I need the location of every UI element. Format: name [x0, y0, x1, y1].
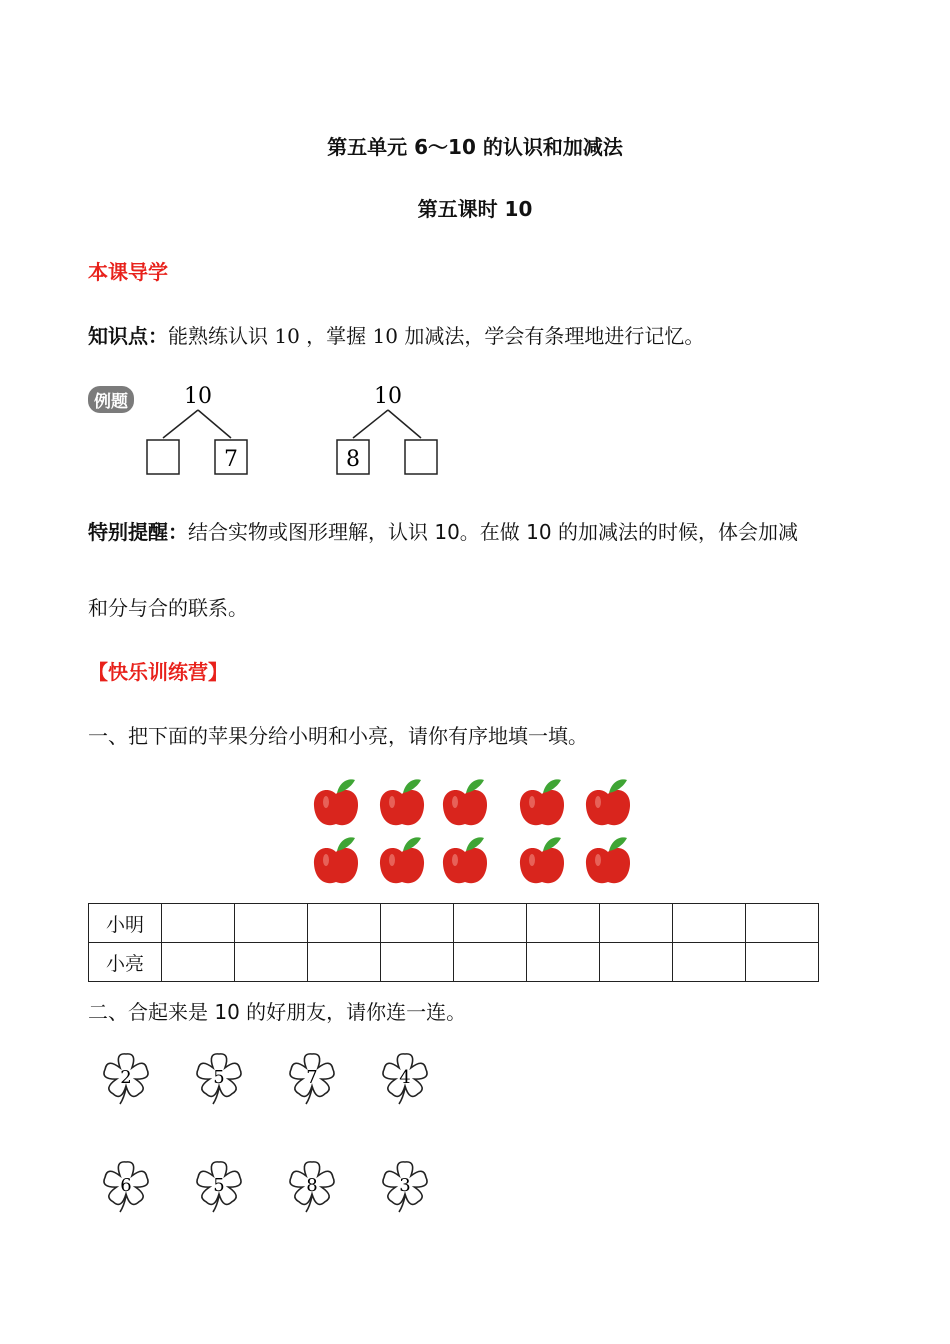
table-row [89, 904, 819, 943]
answer-cell[interactable] [673, 904, 746, 943]
flower-row-1-svg [100, 1048, 440, 1108]
apple-icon [443, 779, 487, 825]
apple-icon [443, 837, 487, 883]
flower-icon[interactable] [197, 1162, 241, 1212]
row-label-xiaoming: 小明 [89, 904, 162, 943]
tree2-top: 10 [374, 384, 402, 409]
apple-icon [586, 779, 630, 825]
table-row [89, 943, 819, 982]
flower-icon[interactable] [290, 1054, 334, 1104]
flower-number: 4 [399, 1067, 411, 1088]
flower-number: 5 [213, 1175, 225, 1196]
apple-icon [314, 837, 358, 883]
tree1-top: 10 [184, 384, 212, 409]
answer-cell[interactable] [673, 943, 746, 982]
knowledge-label: 知识点： [88, 324, 168, 348]
answer-cell[interactable] [454, 943, 527, 982]
answer-cell[interactable] [235, 943, 308, 982]
apple-icon [520, 779, 564, 825]
tree2-right-box [405, 440, 437, 474]
flower-number: 5 [213, 1067, 225, 1088]
answer-cell[interactable] [381, 904, 454, 943]
answer-cell[interactable] [527, 904, 600, 943]
answer-cell[interactable] [454, 904, 527, 943]
apple-icon [586, 837, 630, 883]
practice-heading: 【快乐训练营】 [88, 660, 228, 684]
reminder-line1 [88, 516, 798, 545]
tree1-right: 7 [224, 447, 238, 472]
flower-row-2-svg [100, 1156, 440, 1216]
flower-number: 6 [120, 1175, 132, 1196]
answer-cell[interactable] [746, 904, 819, 943]
flower-number: 7 [306, 1067, 318, 1088]
apple-icon [520, 837, 564, 883]
reminder-label: 特别提醒： [88, 520, 188, 544]
tree2-left-branch [353, 410, 388, 438]
apple-icon [380, 779, 424, 825]
knowledge-point [88, 320, 704, 349]
flower-row-2 [100, 1156, 440, 1216]
reminder-text-2: 和分与合的联系。 [88, 596, 248, 620]
tree1-left-branch [163, 410, 198, 438]
answer-cell[interactable] [600, 943, 673, 982]
question-1: 一、把下面的苹果分给小明和小亮，请你有序地填一填。 [88, 724, 588, 748]
flower-number: 3 [399, 1175, 411, 1196]
answer-cell[interactable] [308, 904, 381, 943]
flower-icon[interactable] [104, 1054, 148, 1104]
answer-cell[interactable] [600, 904, 673, 943]
guide-heading: 本课导学 [88, 260, 168, 284]
tree2-right-branch [388, 410, 421, 438]
lesson-title: 第五课时 10 [417, 197, 533, 221]
apple-split-table [88, 903, 819, 982]
reminder-text-1: 结合实物或图形理解，认识 10。在做 10 的加减法的时候，体会加减 [188, 520, 798, 544]
example-badge: 例题 [88, 386, 134, 413]
answer-cell[interactable] [746, 943, 819, 982]
answer-cell[interactable] [162, 904, 235, 943]
answer-cell[interactable] [235, 904, 308, 943]
tree1-left-box [147, 440, 179, 474]
apple-icon [380, 837, 424, 883]
flower-number: 2 [120, 1067, 132, 1088]
tree2-left: 8 [346, 447, 360, 472]
question-2: 二、合起来是 10 的好朋友，请你连一连。 [88, 1000, 467, 1024]
apple-icon [314, 779, 358, 825]
flower-icon[interactable] [383, 1054, 427, 1104]
answer-cell[interactable] [308, 943, 381, 982]
flower-row-1 [100, 1048, 440, 1108]
number-trees [88, 378, 448, 478]
apples-svg [312, 770, 640, 892]
knowledge-text: 能熟练认识 10 ，掌握 10 加减法，学会有条理地进行记忆。 [168, 324, 705, 348]
answer-cell[interactable] [162, 943, 235, 982]
tree1-right-branch [198, 410, 231, 438]
flower-number: 8 [306, 1175, 318, 1196]
flower-icon[interactable] [197, 1054, 241, 1104]
example-figure [88, 378, 448, 478]
answer-cell[interactable] [381, 943, 454, 982]
row-label-xiaoliang: 小亮 [89, 943, 162, 982]
flower-icon[interactable] [290, 1162, 334, 1212]
unit-title: 第五单元 6～10 的认识和加减法 [327, 135, 623, 159]
flower-icon[interactable] [104, 1162, 148, 1212]
answer-cell[interactable] [527, 943, 600, 982]
apple-picture [312, 770, 640, 892]
flower-icon[interactable] [383, 1162, 427, 1212]
